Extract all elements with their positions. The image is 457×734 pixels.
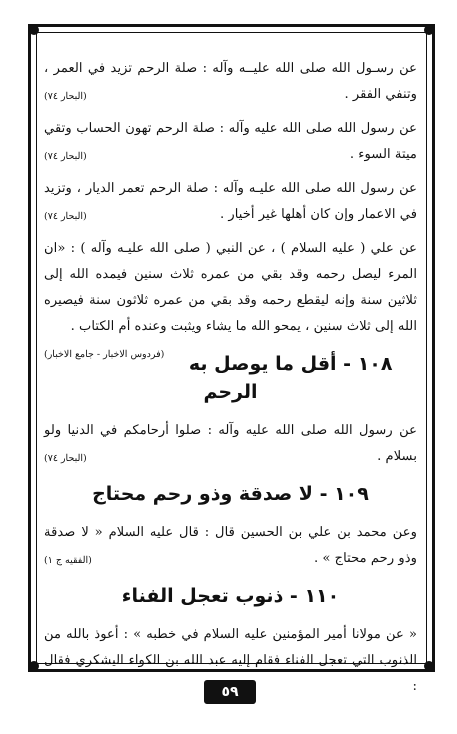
hadith-paragraph	[44, 520, 417, 572]
hadith-text: عن رسول الله صلى الله عليه وآله : صلوا أرحامكم في الدنيا ولو بسلام .	[44, 423, 417, 464]
hadith-reference: (فردوس الاخبار - جامع الاخبار)	[44, 349, 165, 360]
page-number: ٥٩	[204, 680, 256, 704]
hadith-reference: (الفقيه ج ١)	[44, 555, 92, 566]
hadith-text: وعن محمد بن علي بن الحسين قال : قال عليه السلام « لا صدقة وذو رحم محتاج » .	[44, 525, 417, 566]
hadith-paragraph	[44, 418, 417, 470]
section-heading-110: ١١٠ - ذنوب تعجل الفناء	[121, 585, 340, 607]
hadith-reference: (البحار ٧٤)	[44, 211, 87, 222]
hadith-text: « عن مولانا أمير المؤمنين عليه السلام في خطبه » : أعوذ بالله من الذنوب التي تعجل الفناء فقام إليه عبد الله بن الكواء اليشكري فقال :	[44, 627, 417, 694]
hadith-text: عن رسـول الله صلى الله عليــه وآله : صلة الرحم تزيد في العمر ، وتنفي الفقر .	[44, 61, 417, 102]
hadith-paragraph	[44, 236, 417, 360]
hadith-text: عن رسول الله صلى الله عليه وآله : صلة الرحم تهون الحساب وتقي ميتة السوء .	[44, 121, 417, 162]
section-heading-109: ١٠٩ - لا صدقة وذو رحم محتاج	[92, 483, 369, 505]
hadith-text: عن علي ( عليه السلام ) ، عن النبي ( صلى الله عليـه وآله ) : «ان المرء ليصل رحمه وقد بقي من عمره ثلاث سنين فيمده الله إلى ثلاثين سنة وإنه ليقطع رحمه وقد بقي من عمره ثلاثون سنة فيصيره الله إلى ثلاث سنين ، يمحو الله ما يشاء ويثبت وعنده أم الكتاب .	[44, 241, 417, 334]
hadith-text: عن رسول الله صلى الله عليـه وآله : صلة الرحم تعمر الديار ، وتزيد في الاعمار وإن كان أهلها غير أخيار .	[44, 181, 417, 222]
hadith-paragraph	[44, 56, 417, 108]
hadith-paragraph	[44, 116, 417, 168]
section-heading-108: ١٠٨ - أقل ما يوصل به الرحم	[188, 353, 393, 403]
hadith-paragraph	[44, 176, 417, 228]
hadith-reference: (البحار ٧٤)	[44, 91, 87, 102]
page-content	[44, 56, 417, 702]
hadith-reference: (البحار ٧٤)	[44, 151, 87, 162]
hadith-reference: (البحار ٧٤)	[44, 453, 87, 464]
